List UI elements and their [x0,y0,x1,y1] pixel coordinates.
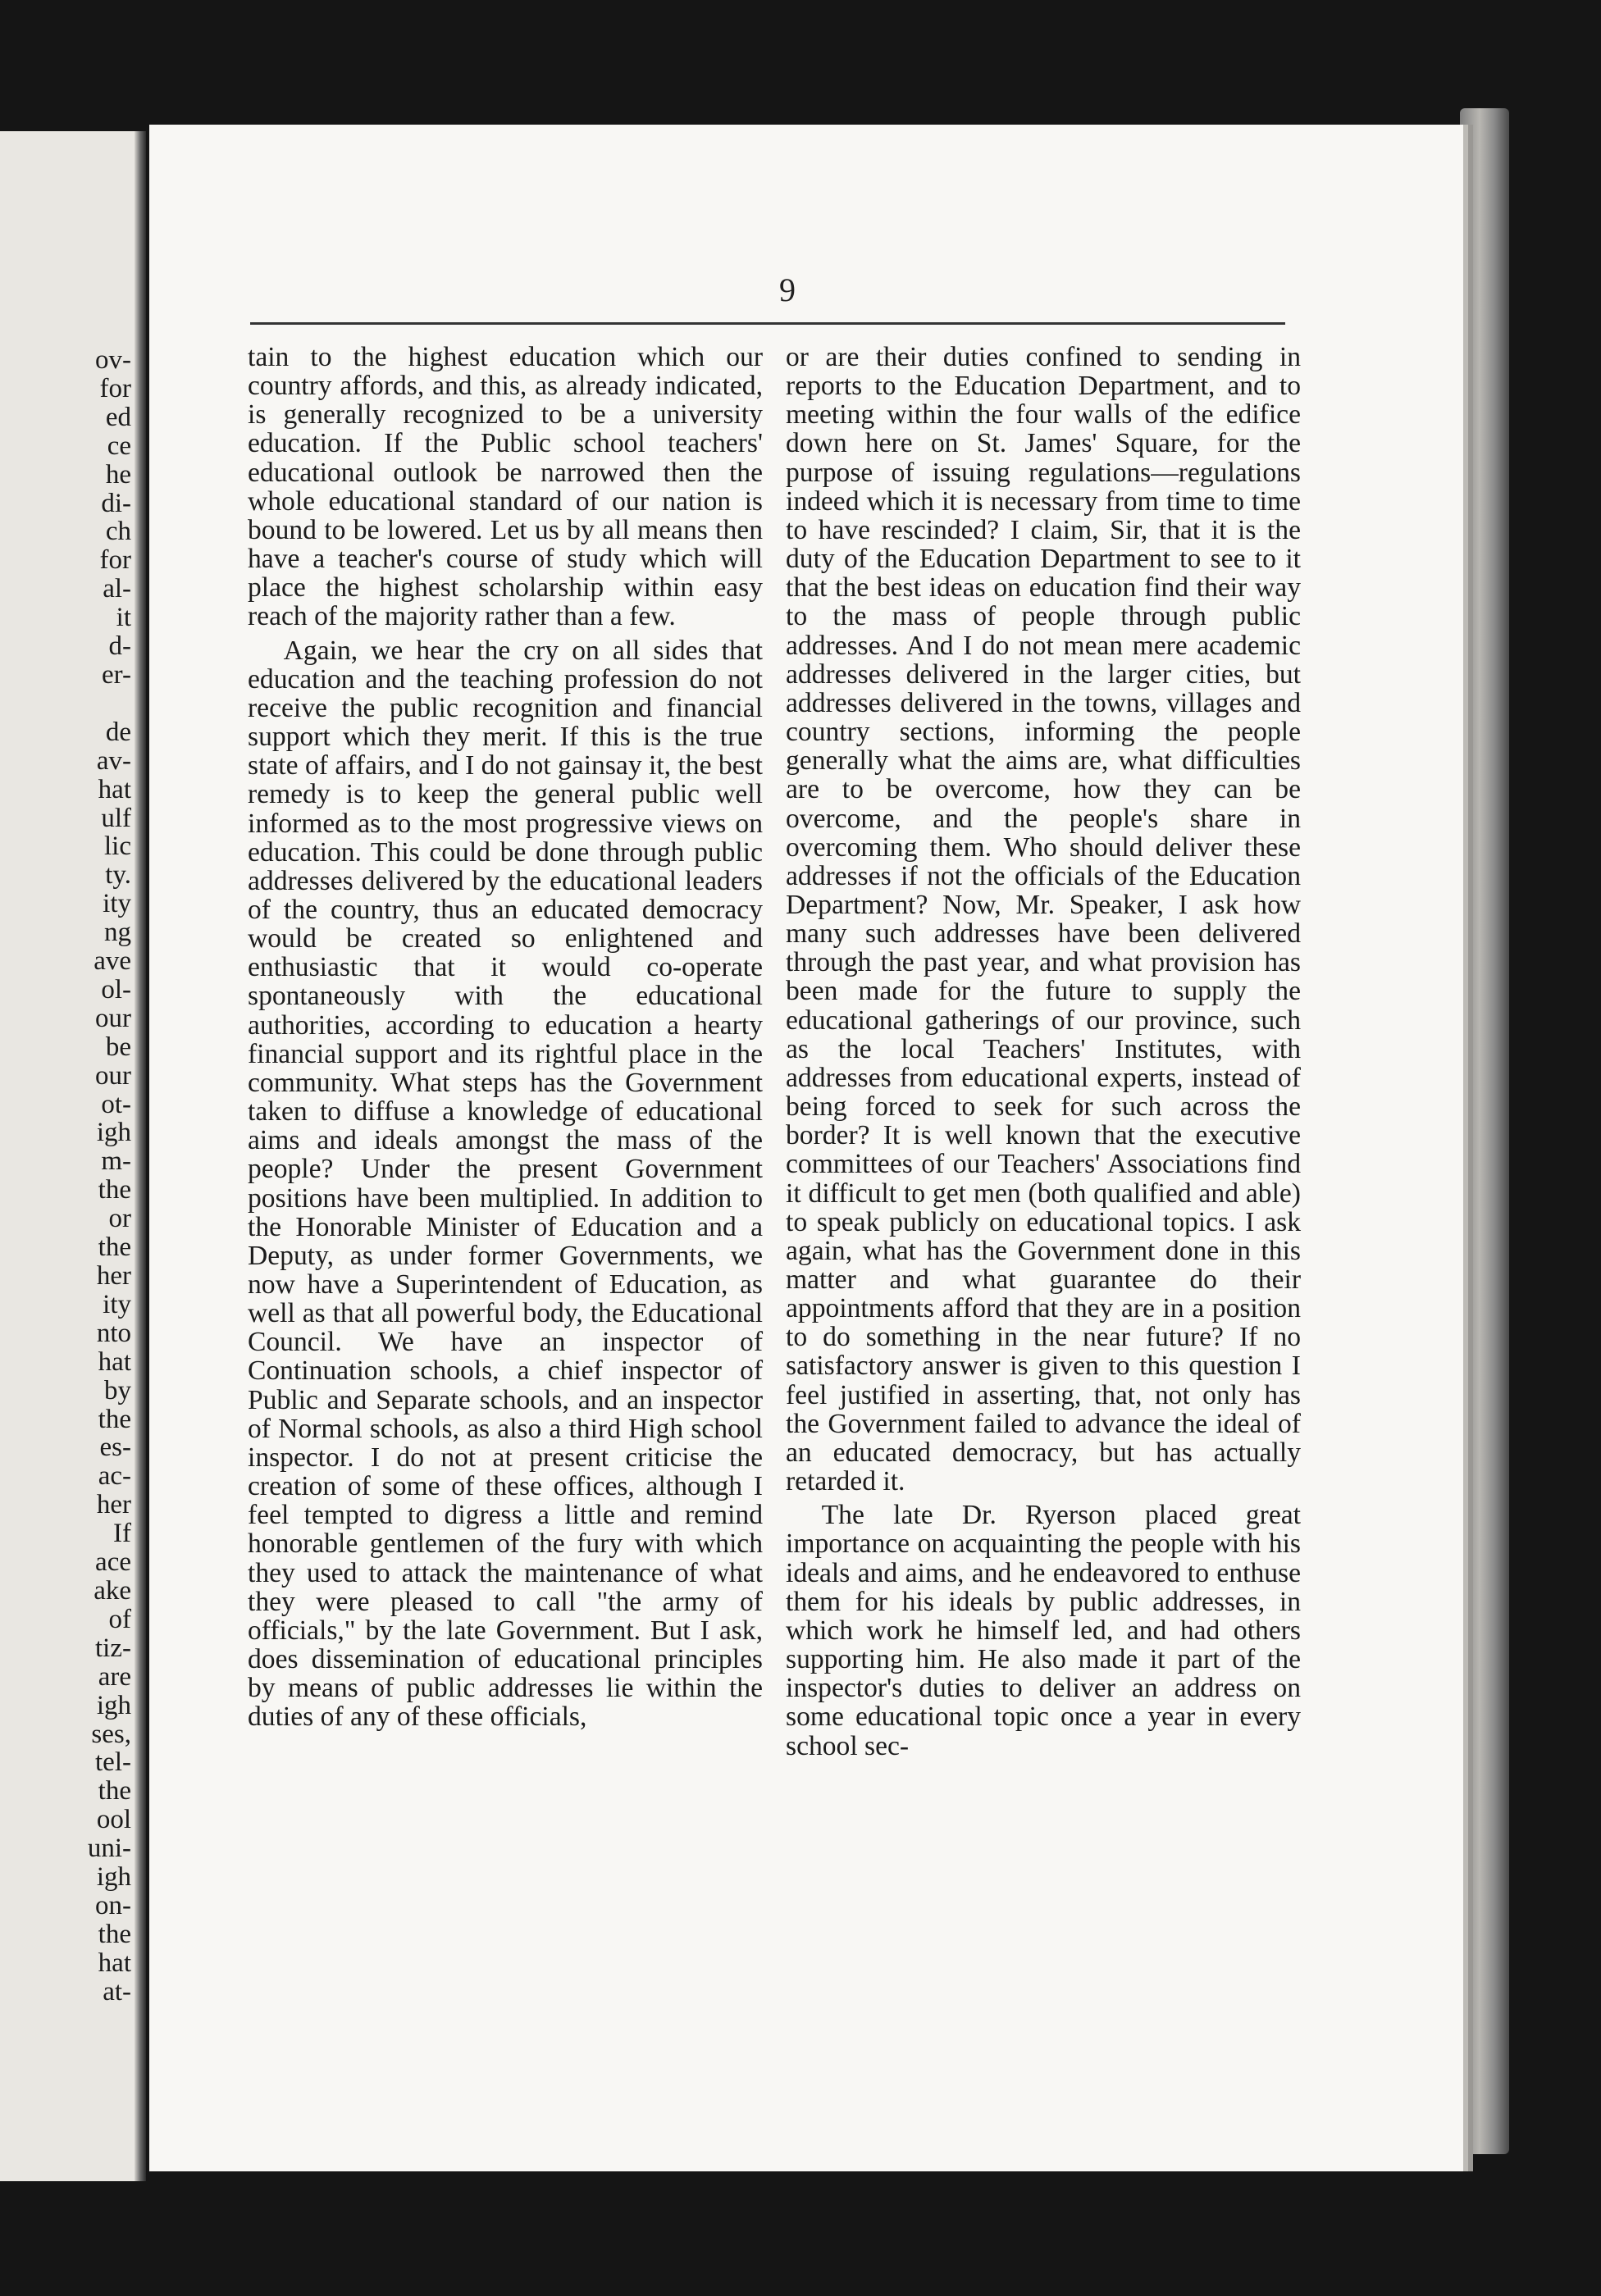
text-fragment: on- [95,1890,131,1920]
text-fragment: ot- [101,1089,131,1119]
text-fragment: lic [104,831,131,862]
book-gutter [135,131,146,2181]
text-fragment: ace [95,1547,131,1578]
text-fragment: uni- [87,1834,131,1864]
paragraph: Again, we hear the cry on all sides that education and the teaching profession do not receive the public recognition and financial support which they merit. If this is the true state of affairs, and I do not gainsay it, the best remedy is to keep the general public well informed as to the most progressive views on education. This could be done through public addresses delivered by the educational leaders of the country, thus an educated democracy would be created so enlightened and enthusiastic that it would co-operate spontaneously with the educational authorities, according to education a hearty financial support and its rightful place in the community. What steps has the Government taken to diffuse a knowledge of educational aims and ideals amongst the mass of the people? Under the present Government positions have been multiplied. In addition to the Honorable Minister of Education and a Deputy, as under former Governments, we now have a Superintendent of Education, as well as that all powerful body, the Educational Council. We have an inspector of Continuation schools, a chief inspector of Public and Separate schools, and an inspector of Normal schools, as also a third High school inspector. I do not at present criticise the creation of some of these offices, although I feel tempted to digress a little and remind honorable gentlemen of the fury with which they used to attack the maintenance of what they were pleased to call "the army of officials," by the late Government. But I ask, does dissemination of educational principles by means of public addresses lie within the duties of any of these officials, [248,635,763,1733]
text-fragment: the [98,1232,131,1263]
text-fragment: the [98,1175,131,1205]
text-fragment: ol- [101,974,131,1004]
text-fragment: be [105,1032,131,1062]
page-number: 9 [779,271,796,308]
text-fragment: ch [105,517,131,547]
text-fragment: her [96,1261,131,1291]
previous-page-edge [0,131,146,2181]
text-fragment: our [95,1060,131,1091]
text-fragment: tel- [95,1747,131,1778]
text-fragment: our [95,1003,131,1033]
text-fragment: If [113,1519,131,1549]
text-fragment: the [98,1404,131,1434]
text-fragment: ake [94,1575,131,1606]
text-fragment: al- [103,574,131,604]
right-text-column [786,343,1301,1761]
text-fragment: ses, [91,1719,131,1749]
text-fragment: he [105,459,131,490]
text-fragment: er- [102,659,131,690]
text-fragment: at- [103,1976,131,2007]
text-fragment: ng [104,918,131,948]
text-fragment: or [108,1204,131,1234]
paragraph: tain to the highest education which our country affords, and this, as already indicated, is generally recognized to be a university education. If the Public school teachers' educational outlook be narrowed then the whole educational standard of our nation is bound to be lowered. Let us by all means then have a teacher's course of study which will place the highest scholarship within easy reach of the majority rather than a few. [248,342,763,632]
text-fragment: ool [96,1805,131,1835]
text-fragment: m- [101,1146,131,1177]
text-fragment [88,690,131,718]
text-fragment: hat [98,1346,131,1377]
text-fragment: di- [101,488,131,518]
text-fragment: igh [96,1118,131,1148]
text-fragment: av- [96,745,131,776]
text-fragment: the [98,1776,131,1806]
text-fragment: her [96,1490,131,1520]
text-fragment: nto [96,1318,131,1348]
text-fragment: ity [103,1289,131,1319]
text-fragment: ty. [105,860,131,891]
text-fragment: hat [98,774,131,804]
text-fragment: it [116,603,131,633]
previous-page-text-fragments [88,346,131,2007]
text-fragment: hat [98,1947,131,1978]
text-fragment: de [105,717,131,747]
text-fragment: ce [107,430,131,461]
text-fragment: for [99,545,131,576]
text-fragment: by [104,1375,131,1405]
paragraph: The late Dr. Ryerson placed great importance on acquainting the people with his ideals and aims, and he endeavored to enthuse them for his ideals by public addresses, in which work he himself led, and had others supporting him. He also made it part of the inspector's duties to deliver an address on some educational topic once a year in every school sec- [786,1500,1301,1761]
text-fragment: are [98,1661,131,1692]
text-fragment: ity [103,889,131,919]
text-fragment: ac- [98,1461,131,1492]
text-fragment: ave [94,946,131,977]
text-fragment: igh [96,1690,131,1720]
text-fragment: the [98,1919,131,1949]
text-fragment: ov- [95,345,131,375]
book-cover-edge [1460,108,1509,2154]
text-fragment: ed [105,402,131,432]
text-fragment: d- [108,631,131,662]
text-fragment: igh [96,1862,131,1893]
text-fragment: es- [99,1433,131,1463]
text-fragment: tiz- [95,1633,131,1663]
header-rule [250,322,1285,325]
text-fragment: of [108,1604,131,1634]
text-fragment: ulf [101,803,131,833]
text-fragment: for [99,373,131,403]
paragraph: or are their duties confined to sending in reports to the Education Department, and to meeting within the four walls of the edifice down here on St. James' Square, for the purpose of issuing regulations—regulations indeed which it is necessary from time to time to have rescinded? I claim, Sir, that it is the duty of the Education Department to see to it that the best ideas on education find their way to the mass of people through public addresses. And I do not mean mere academic addresses delivered in the larger cities, but addresses delivered in the towns, villages and country sections, informing the people generally what the aims are, what difficulties are to be overcome, how they can be overcome, and the people's share in overcoming them. Who should deliver these addresses if not the officials of the Education Department? Now, Mr. Speaker, I ask how many such addresses have been delivered through the past year, and what provision has been made for the future to supply the educational gatherings of our province, such as the local Teachers' Institutes, with addresses from educational experts, instead of being forced to seek for such across the border? It is well known that the executive committees of our Teachers' Associations find it difficult to get men (both qualified and able) to speak publicly on educational topics. I ask again, what has the Government done in this matter and what guarantee do their appointments afford that they are in a position to do something in the near future? If no satisfactory answer is given to this question I feel justified in asserting, that, not only has the Government failed to advance the ideal of an educated democracy, but has actually retarded it. [786,342,1301,1497]
left-text-column [248,343,763,1732]
